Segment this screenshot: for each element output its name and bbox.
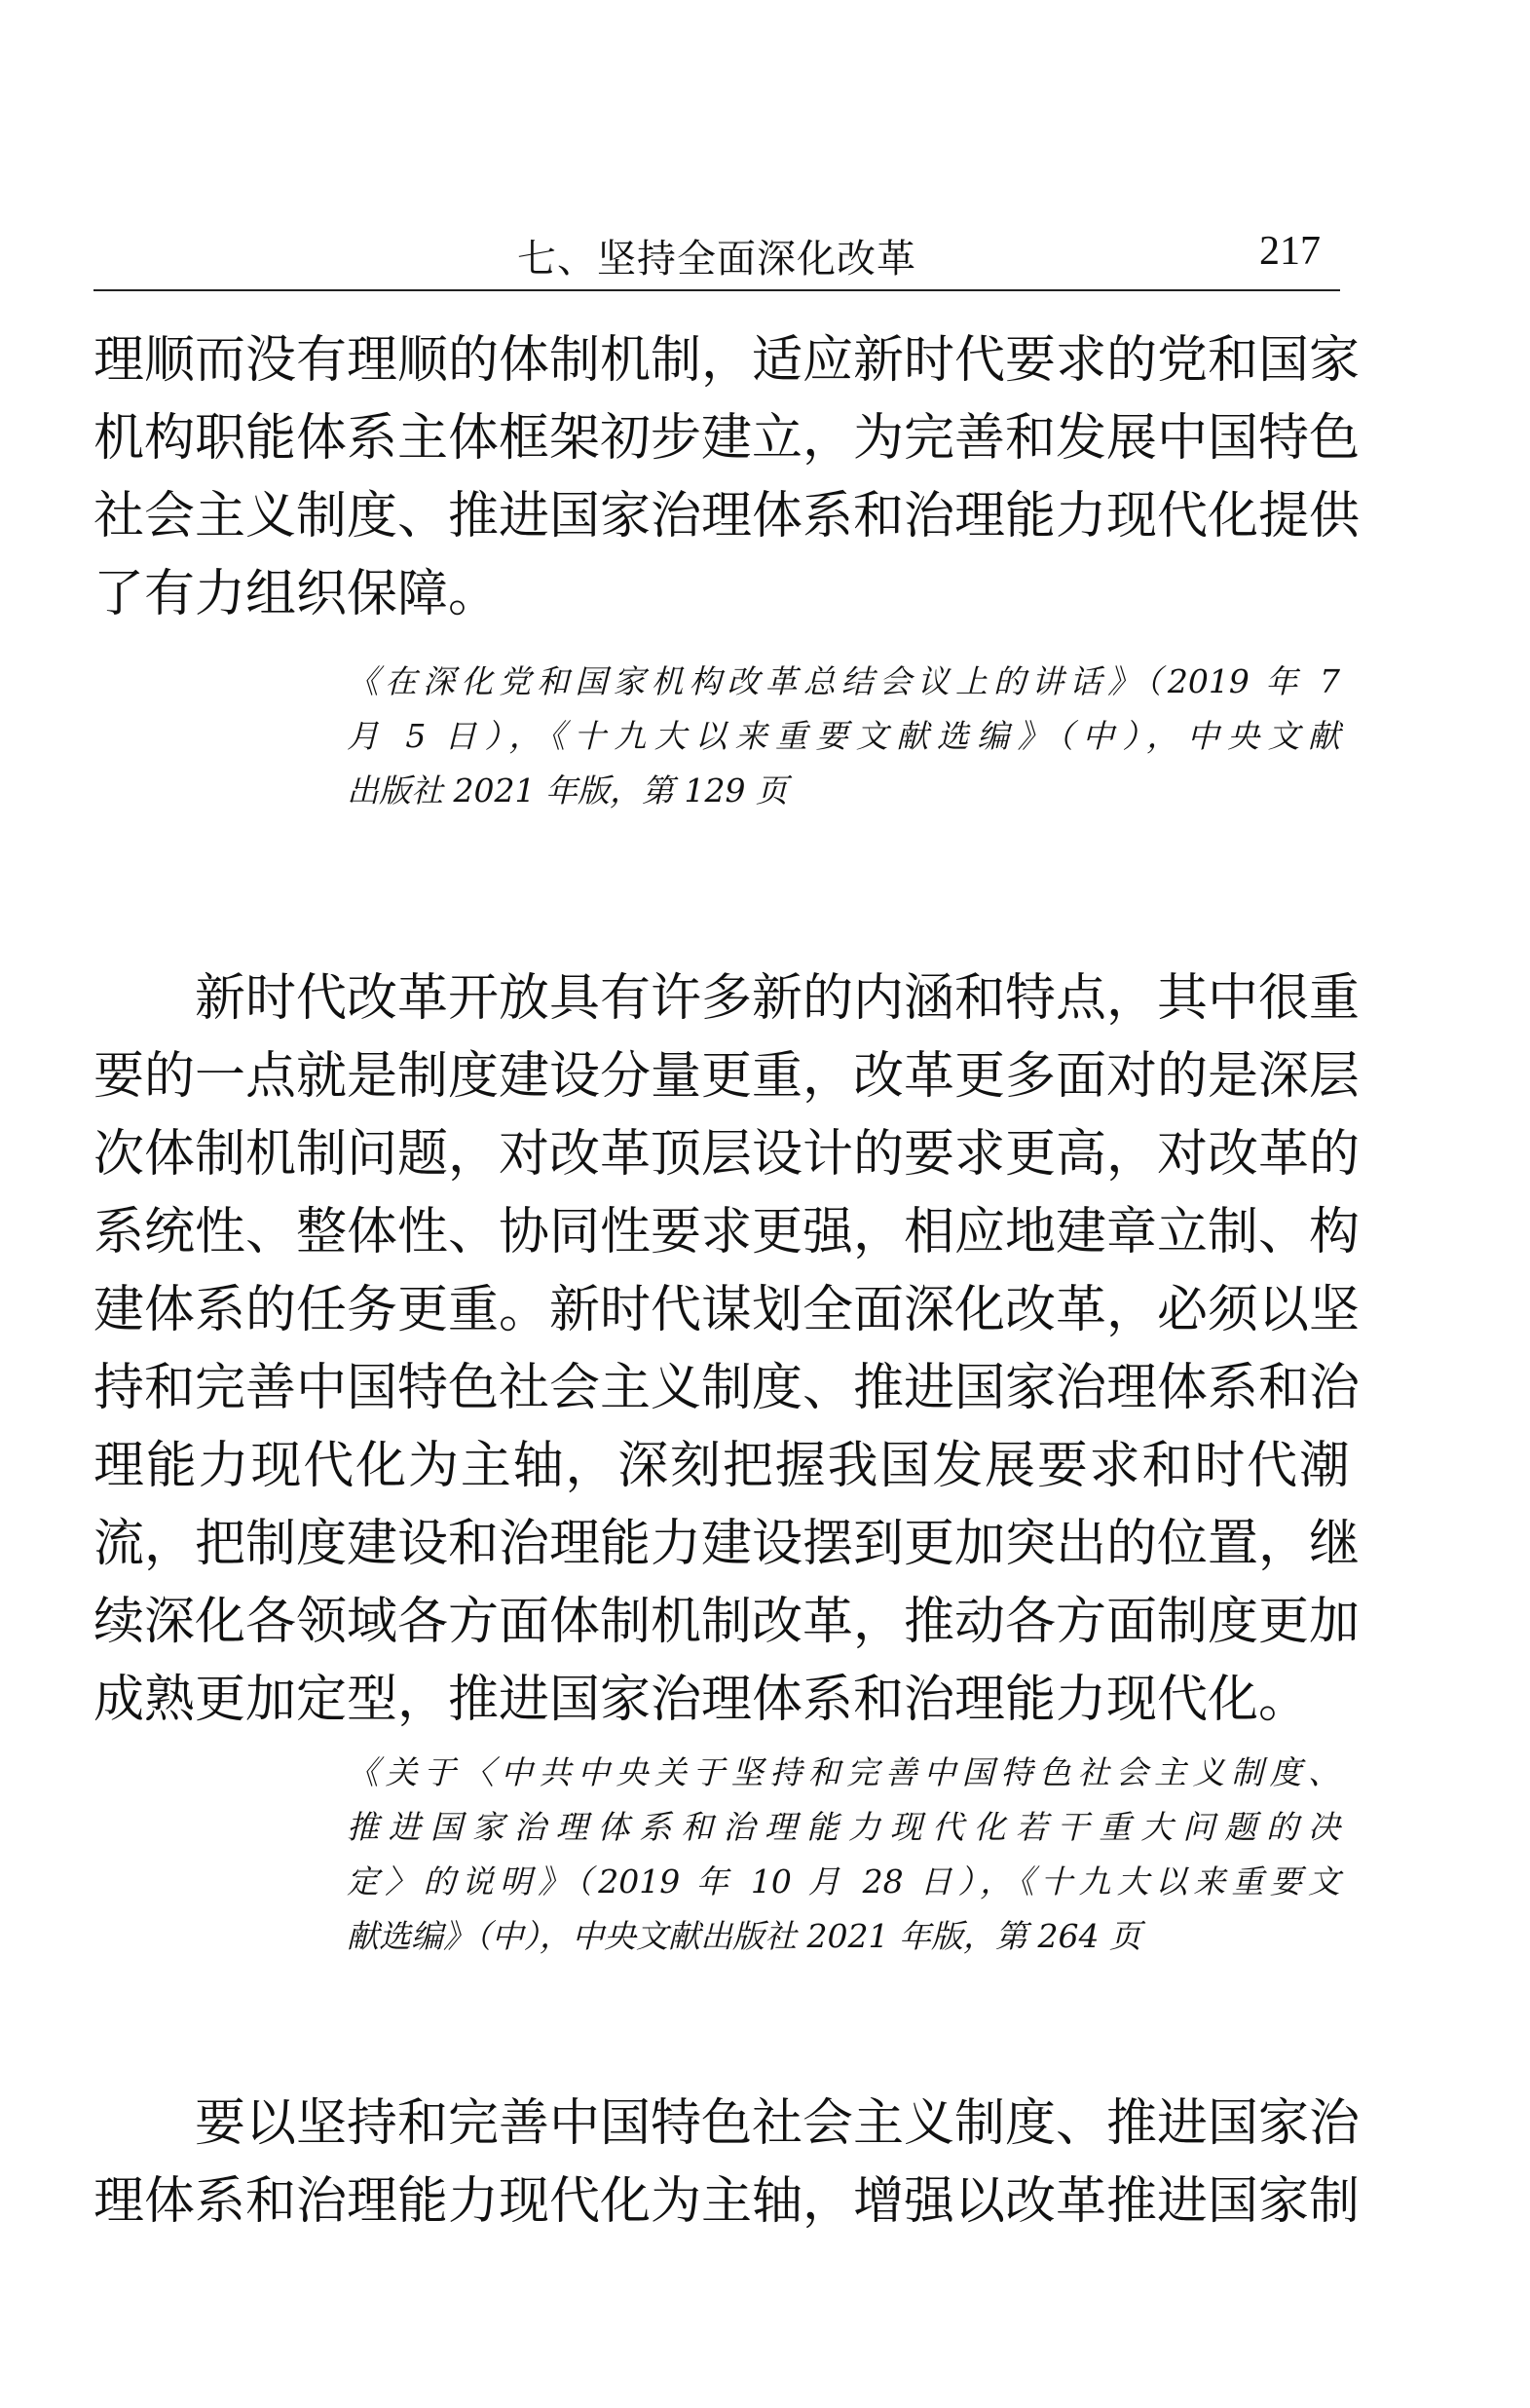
text-line: 新时代改革开放具有许多新的内涵和特点，其中很重 — [195, 969, 1361, 1028]
citation-line: 月 5 日），《十九大以来重要文献选编》（中），中央文献 — [347, 717, 1340, 755]
text-line: 成熟更加定型，推进国家治理体系和治理能力现代化。 — [93, 1671, 1310, 1729]
text-line: 理能力现代化为主轴，深刻把握我国发展要求和时代潮 — [93, 1437, 1350, 1495]
text-line: 机构职能体系主体框架初步建立，为完善和发展中国特色 — [93, 409, 1361, 468]
page-number: 217 — [1259, 229, 1321, 274]
text-line: 流，把制度建设和治理能力建设摆到更加突出的位置，继 — [93, 1515, 1361, 1573]
paragraph-2 — [93, 959, 1361, 1739]
text-line: 理体系和治理能力现代化为主轴，增强以改革推进国家制 — [93, 2172, 1361, 2231]
citation-line: 定〉的说明》（2019 年 10 月 28 日），《十九大以来重要文 — [347, 1862, 1340, 1900]
citation-2 — [347, 1746, 1340, 1964]
citation-line: 献选编》（中），中央文献出版社 2021 年版，第 264 页 — [347, 1917, 1141, 1955]
text-line: 持和完善中国特色社会主义制度、推进国家治理体系和治 — [93, 1359, 1361, 1417]
text-line: 社会主义制度、推进国家治理体系和治理能力现代化提供 — [93, 487, 1361, 546]
citation-line: 《关于〈中共中央关于坚持和完善中国特色社会主义制度、 — [347, 1753, 1340, 1791]
text-line: 续深化各领域各方面体制机制改革，推动各方面制度更加 — [93, 1593, 1361, 1651]
text-line: 了有力组织保障。 — [93, 565, 500, 623]
citation-line: 《在深化党和国家机构改革总结会议上的讲话》（2019 年 7 — [347, 662, 1340, 700]
text-line: 次体制机制问题，对改革顶层设计的要求更高，对改革的 — [93, 1125, 1361, 1184]
paragraph-1 — [93, 321, 1361, 633]
paragraph-3 — [93, 2085, 1361, 2240]
citation-line: 出版社 2021 年版，第 129 页 — [347, 771, 788, 809]
running-header — [93, 222, 1340, 281]
citation-line: 推进国家治理体系和治理能力现代化若干重大问题的决 — [347, 1808, 1340, 1846]
header-divider — [93, 289, 1340, 291]
text-line: 系统性、整体性、协同性要求更强，相应地建章立制、构 — [93, 1203, 1361, 1261]
citation-1 — [347, 655, 1340, 818]
chapter-title: 七、坚持全面深化改革 — [517, 237, 916, 282]
text-line: 要的一点就是制度建设分量更重，改革更多面对的是深层 — [93, 1047, 1361, 1106]
text-line: 要以坚持和完善中国特色社会主义制度、推进国家治 — [195, 2094, 1361, 2153]
text-line: 理顺而没有理顺的体制机制，适应新时代要求的党和国家 — [93, 331, 1361, 390]
text-line: 建体系的任务更重。新时代谋划全面深化改革，必须以坚 — [93, 1281, 1361, 1339]
